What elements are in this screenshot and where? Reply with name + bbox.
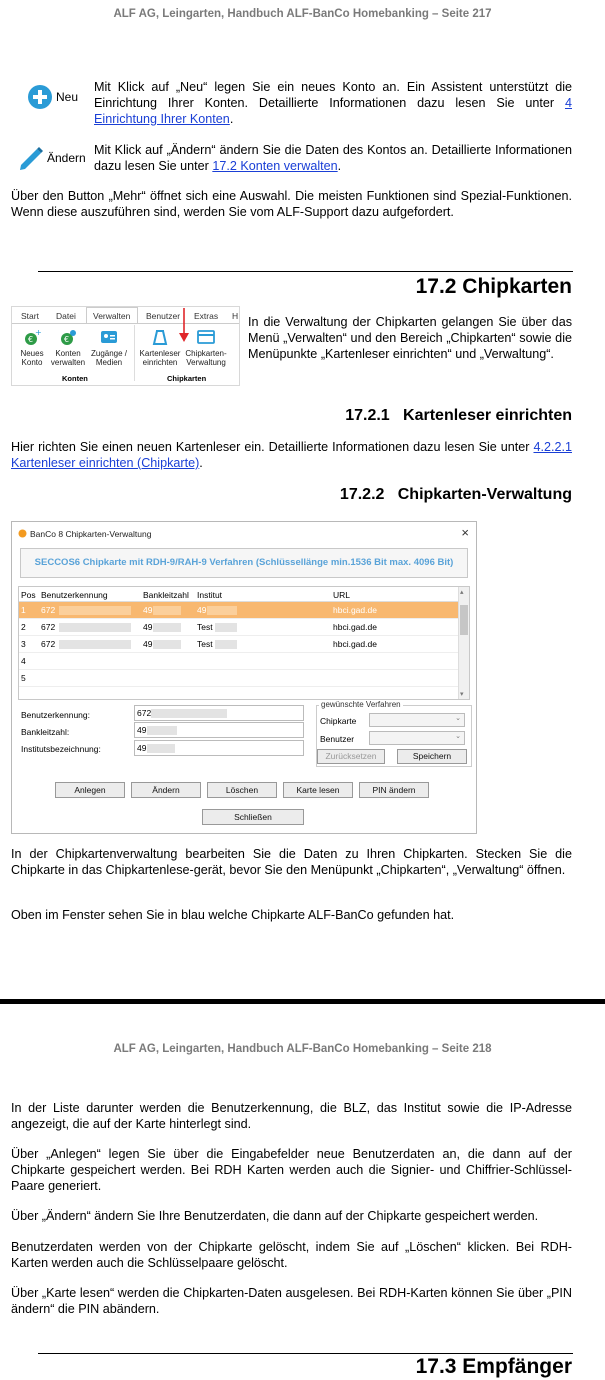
verwaltung-paragraph: In der Chipkartenverwaltung bearbeiten Sie die Daten zu Ihren Chipkarten. Stecken Sie die Chipkarte in das Chipkartenlese-gerät, bevor Sie den Menüpunkt „Chipkarten“, „Verwaltung“ öffnen. [11,847,572,877]
table-header [19,587,459,602]
banner-box [20,548,468,578]
benutzer-select[interactable] [369,731,465,745]
page-header: ALF AG, Leingarten, Handbuch ALF-BanCo Homebanking – Seite 218 [113,1043,492,1055]
mehr-paragraph: Über den Button „Mehr“ öffnet sich eine Auswahl. Die meisten Funktionen sind Spezial-Funktionen. Wenn diese auszuführen sind, werden Sie vom ALF-Support dazu aufgefordert. [11,189,572,219]
aendern-button-graphic [17,143,86,176]
bankleitzahl-field[interactable]: 49 [134,722,304,738]
svg-text:€: € [64,335,70,344]
col-benutzerkennung: Benutzerkennung [41,590,108,600]
paragraph: Über „Karte lesen“ werden die Chipkarten-Daten ausgelesen. Bei RDH-Karten können Sie über „PIN ändern“ die PIN abändern. [11,1286,572,1316]
chipkarten-window [11,521,477,834]
anlegen-button[interactable]: Anlegen [55,782,125,798]
schliessen-button[interactable]: Schließen [202,809,304,825]
page-header: ALF AG, Leingarten, Handbuch ALF-BanCo Homebanking – Seite 217 [113,8,492,20]
paragraph: Über „Ändern“ ändern Sie Ihre Benutzerdaten, die dann auf der Chipkarte gespeichert werden. [11,1209,539,1223]
paragraph: Benutzerdaten werden von der Chipkarte gelöscht, indem Sie auf „Löschen“ klicken. Bei RDH-Karten werden auch die Schlüsselpaare gelöscht. [11,1240,572,1270]
group-konten: Konten [62,374,88,383]
konten-verwalten-button[interactable]: € Konten verwalten [50,329,86,367]
red-arrow-icon [178,308,190,344]
heading-17-2: 17.2 Chipkarten [415,275,572,298]
neu-label: Neu [56,90,79,104]
scroll-up-icon[interactable]: ▴ [460,589,464,596]
benutzerkennung-field[interactable]: 672 [134,705,304,721]
heading-17-3: 17.3 Empfänger [415,1355,572,1378]
chipkarte-label: Chipkarte [320,716,357,726]
paragraph: In der Liste darunter werden die Benutzerkennung, die BLZ, das Institut sowie die IP-Adresse angezeigt, die auf der Karte hinterlegt sind. [11,1101,572,1131]
group-chipkarten: Chipkarten [167,374,207,383]
tab-h[interactable]: H [232,311,239,321]
verfahren-group [316,700,472,767]
table-row[interactable]: 3 672 49 Test hbci.gad.de [19,636,459,653]
neu-button-graphic [27,84,79,115]
col-pos: Pos [21,590,36,600]
tab-verwalten[interactable]: Verwalten [93,311,131,321]
bankleitzahl-label: Bankleitzahl: [21,727,70,737]
kartenleser-paragraph: Hier richten Sie einen neuen Kartenleser ein. Detaillierte Informationen dazu lesen Sie unter 4.2.2.1 Kartenleser einrichten (Chipkarte). [11,440,572,470]
svg-text:€: € [28,335,34,344]
banner-paragraph: Oben im Fenster sehen Sie in blau welche Chipkarte ALF-BanCo gefunden hat. [11,908,455,922]
window-title: BanCo 8 Chipkarten-Verwaltung [30,529,152,539]
kartenleser-einrichten-button[interactable]: Kartenleser einrichten [138,329,182,367]
section-rule [38,271,573,272]
col-url: URL [333,590,351,600]
plus-circle-icon [27,84,53,110]
heading-17-2-2: 17.2.2 Chipkarten-Verwaltung [339,486,572,503]
pencil-icon [17,143,45,171]
pin-aendern-button[interactable]: PIN ändern [359,782,429,798]
id-card-icon [100,329,118,345]
table-row[interactable]: 2 672 49 Test hbci.gad.de [19,619,459,636]
tab-start[interactable]: Start [21,311,39,321]
neues-konto-button[interactable]: € + Neues Konto [20,328,44,367]
tab-extras[interactable]: Extras [194,311,219,321]
zuruecksetzen-button[interactable]: Zurücksetzen [317,749,385,764]
neu-link[interactable]: 4 Einrichtung Ihrer Konten [94,96,572,126]
banco-logo-icon [18,529,27,538]
chevron-down-icon: ⌄ [455,733,461,740]
zugaenge-medien-button[interactable]: Zugänge / Medien [88,329,130,367]
chipkarte-select[interactable] [369,713,465,727]
window-close-icon[interactable]: × [461,525,469,540]
new-account-icon [23,329,41,345]
chipcard-icon [197,329,215,345]
verfahren-legend: gewünschte Verfahren [321,700,401,709]
chipkarten-verwaltung-button[interactable]: Chipkarten- Verwaltung [184,329,228,367]
section-rule [38,1353,573,1354]
aendern-label: Ändern [47,151,86,165]
aendern-description: Mit Klick auf „Ändern“ ändern Sie die Daten des Kontos an. Detaillierte Informationen dazu lesen Sie unter 17.2 Konten verwalten. [94,143,572,173]
benutzer-label: Benutzer [320,734,355,744]
chevron-down-icon: ⌄ [455,715,461,722]
col-bankleitzahl: Bankleitzahl [143,590,189,600]
intro-paragraph: In die Verwaltung der Chipkarten gelangen Sie über das Menü „Verwalten“ und den Bereich „Chipkarten“ sowie die Menüpunkte „Kartenleser einrichten“ und „Verwaltung“. [248,315,572,361]
tab-benutzer[interactable]: Benutzer [146,311,181,321]
table-row[interactable]: 1 672 49 49 hbci.gad.de [19,602,459,619]
svg-text:+: + [35,328,42,337]
col-institut: Institut [197,590,223,600]
konten-verwalten-link[interactable]: 17.2 Konten verwalten [212,159,338,173]
benutzerkennung-label: Benutzerkennung: [21,710,90,720]
tab-datei[interactable]: Datei [56,311,76,321]
aendern-button[interactable]: Ändern [131,782,201,798]
page-break [0,999,605,1004]
speichern-button[interactable]: Speichern [397,749,467,764]
ribbon-screenshot [11,306,240,386]
institutsbezeichnung-field[interactable]: 49 [134,740,304,756]
card-table [18,586,470,700]
card-reader-icon [151,329,169,345]
scroll-down-icon[interactable]: ▾ [460,691,464,698]
karte-lesen-button[interactable]: Karte lesen [283,782,353,798]
manage-accounts-icon [59,329,77,345]
heading-17-2-1: 17.2.1 Kartenleser einrichten [345,407,572,424]
institutsbezeichnung-label: Institutsbezeichnung: [21,744,101,754]
table-scrollbar[interactable] [458,587,469,699]
table-row[interactable]: 5 [19,670,459,687]
kartenleser-link[interactable]: 4.2.2.1 Kartenleser einrichten (Chipkarte) [11,440,572,470]
loeschen-button[interactable]: Löschen [207,782,277,798]
paragraph: Über „Anlegen“ legen Sie über die Eingabefelder neue Benutzerdaten an, die dann auf der Chipkarte gespeichert werden. Bei RDH Karten werden auch die Signier- und Chiffrier-Schlüssel-Paare generiert. [11,1147,572,1193]
neu-description: Mit Klick auf „Neu“ legen Sie ein neues Konto an. Ein Assistent unterstützt die Einrichtung Ihrer Konten. Detaillierte Informationen dazu lesen Sie unter 4 Einrichtung Ihrer Konten. [94,80,572,126]
table-row[interactable]: 4 [19,653,459,670]
card-banner: SECCOS6 Chipkarte mit RDH-9/RAH-9 Verfahren (Schlüssellänge min.1536 Bit max. 4096 Bit) [34,557,454,568]
